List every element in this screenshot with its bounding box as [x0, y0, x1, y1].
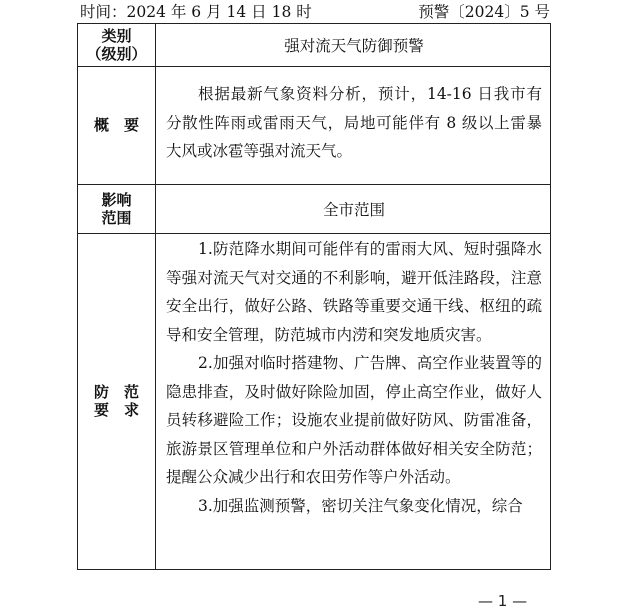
requirements-label-line2: 要 求: [93, 401, 139, 419]
category-label-line2: （级别）: [86, 45, 147, 63]
row-category: [78, 24, 550, 67]
row-summary: [78, 66, 550, 185]
category-label: [78, 24, 156, 66]
requirement-paragraph-3: 3.加强监测预警，密切关注气象变化情况，综合: [198, 496, 523, 515]
scope-label-line1: 影响: [101, 190, 132, 209]
category-value: 强对流天气防御预警: [284, 37, 424, 55]
scope-value-cell: [156, 184, 550, 233]
summary-text: 根据最新气象资料分析，预计，14-16 日我市有分散性阵雨或雷雨天气，局地可能伴有 8 级以上雷暴大风或冰雹等强对流天气。: [166, 85, 542, 160]
page-number: — 1 —: [478, 592, 528, 610]
category-value-cell: [156, 24, 550, 66]
category-label-line1: 类别: [101, 27, 132, 45]
requirements-label-line1: 防 范: [93, 383, 139, 401]
requirement-paragraph-1: 1.防范降水期间可能伴有的雷雨大风、短时强降水等强对流天气对交通的不利影响，避开低洼路段，注意安全出行，做好公路、铁路等重要交通干线、枢纽的疏导和安全管理，防范城市内涝和突发地质灾害。: [166, 240, 542, 344]
row-requirements: [78, 233, 550, 569]
scope-label-line2: 范围: [101, 208, 132, 227]
warning-table: [77, 23, 551, 570]
scope-label: [78, 184, 156, 233]
scope-value: 全市范围: [322, 200, 385, 219]
document-header: [80, 0, 550, 24]
row-scope: [78, 184, 550, 234]
requirement-paragraph-2: 2.加强对临时搭建物、广告牌、高空作业装置等的隐患排查，及时做好除险加固，停止高空作业，做好人员转移避险工作；设施农业提前做好防风、防雷准备，旅游景区管理单位和户外活动群体做好相关安全防范；提醒公众减少出行和农田劳作等户外活动。: [166, 354, 542, 486]
requirements-cell: [156, 233, 550, 569]
summary-cell: [156, 66, 550, 184]
summary-label: 概 要: [78, 66, 156, 184]
warning-number: 预警〔2024〕5 号: [418, 3, 550, 21]
requirements-label: [78, 233, 156, 569]
issue-time: 时间：2024 年 6 月 14 日 18 时: [80, 3, 312, 21]
